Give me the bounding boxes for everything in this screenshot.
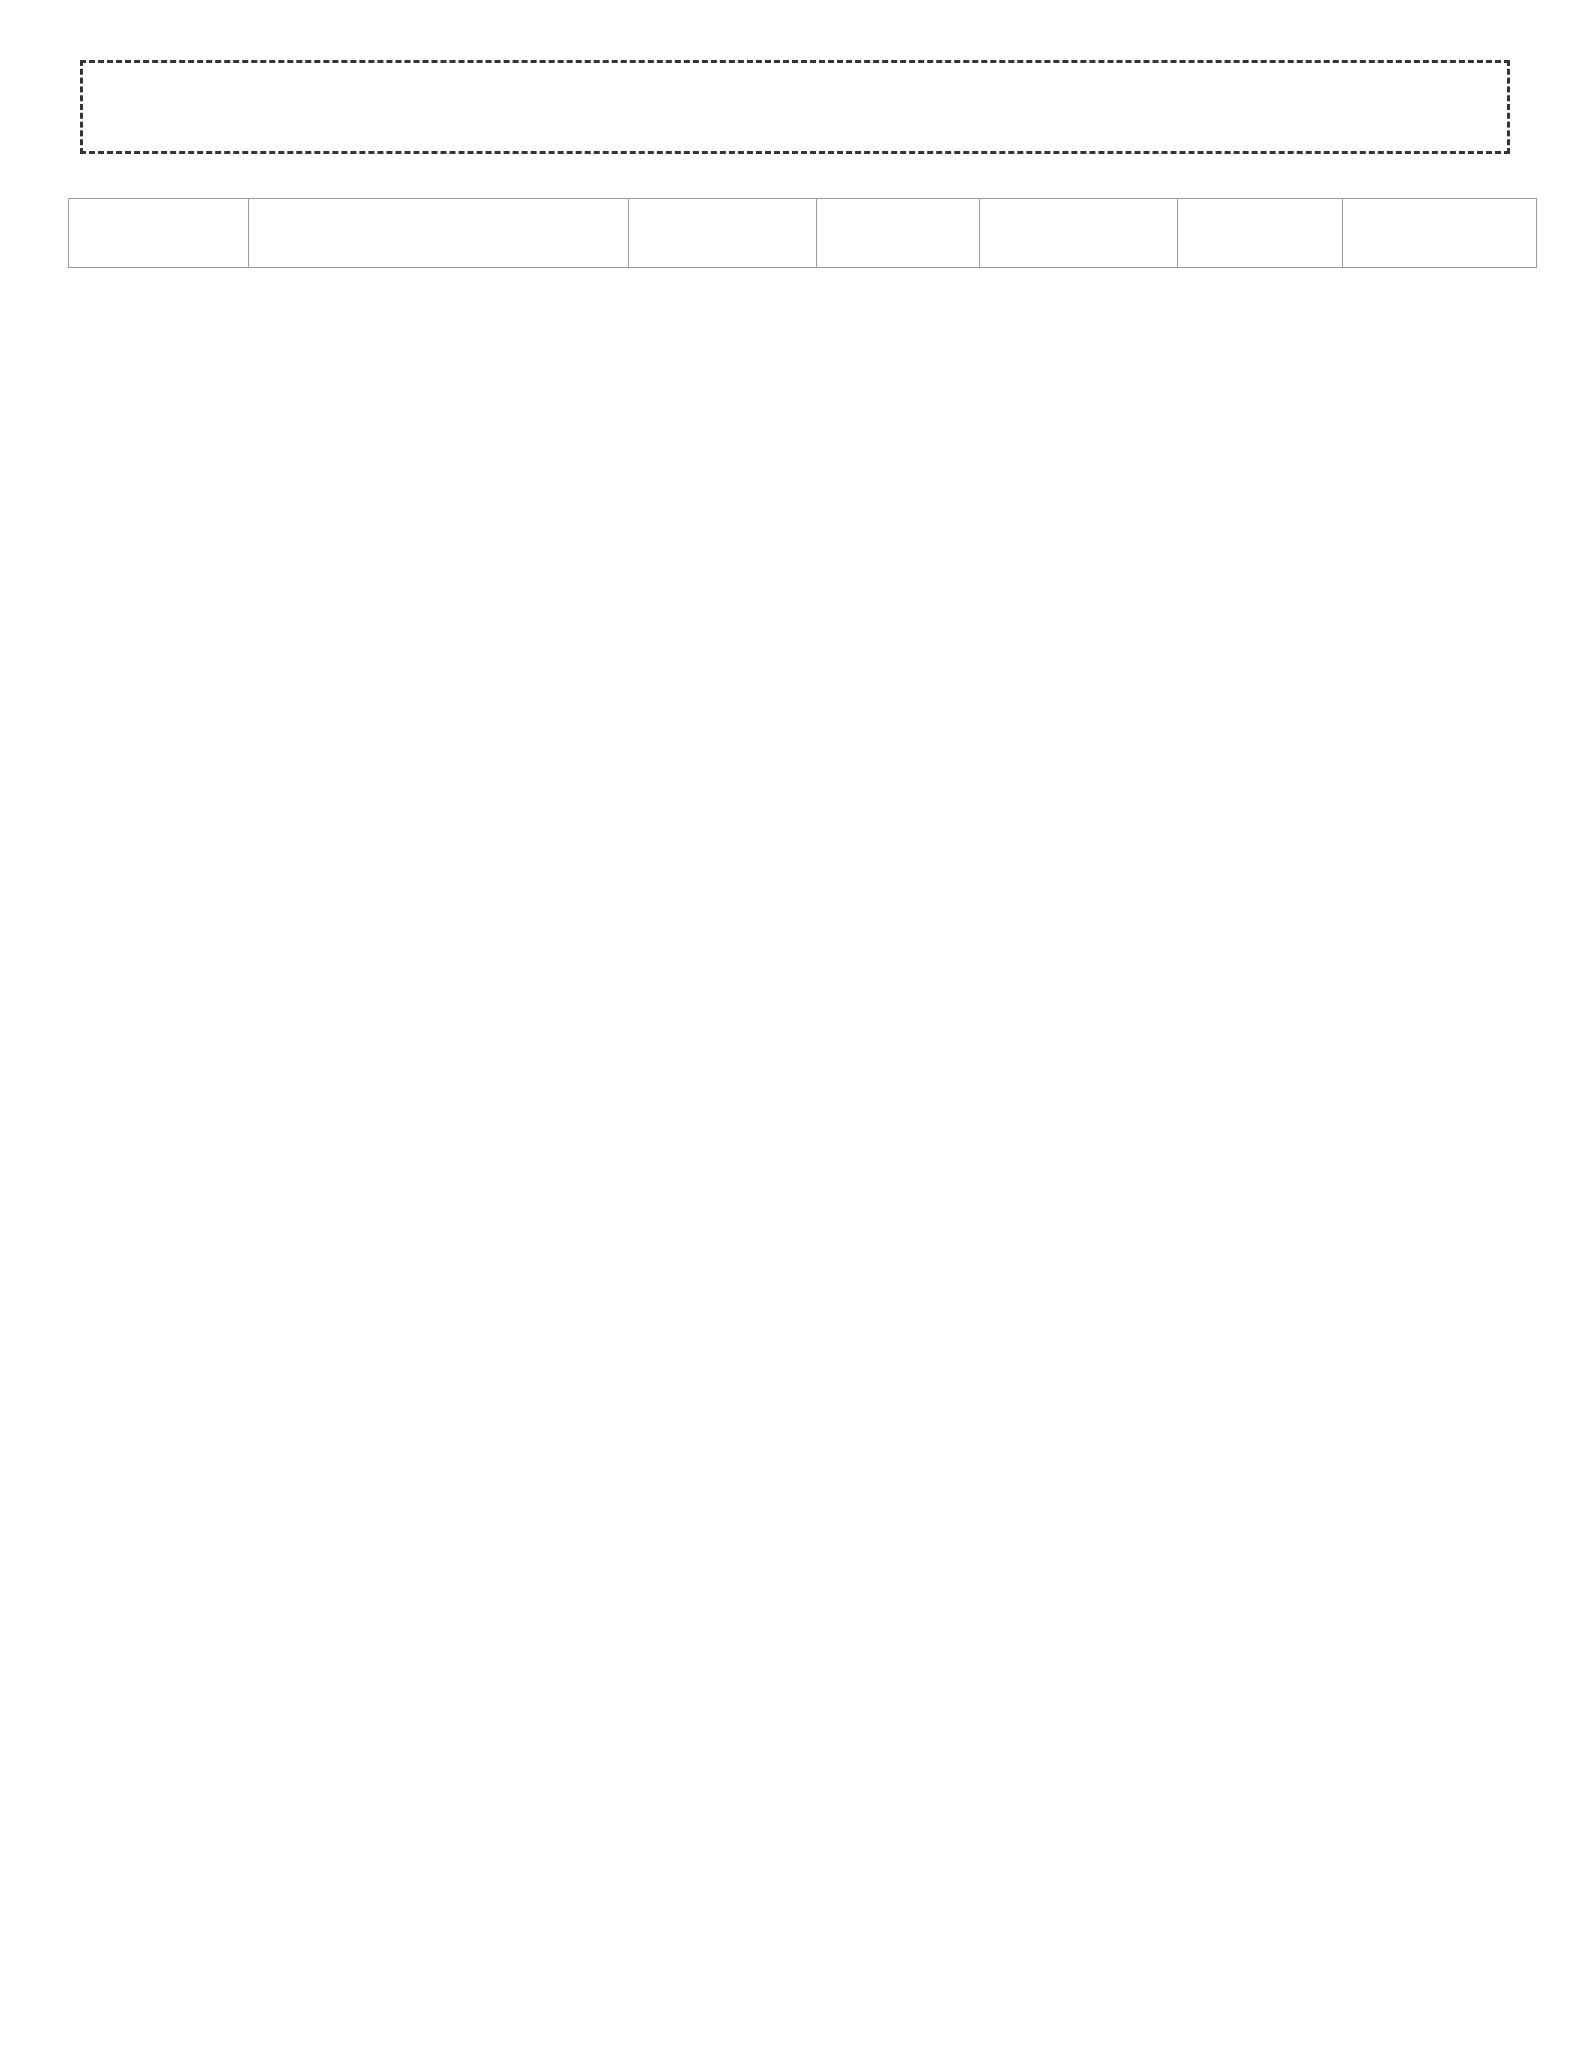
header-letters — [817, 199, 980, 268]
curriculum-table — [68, 198, 1537, 268]
copyright-notice — [1114, 1955, 1554, 2017]
header-colors — [1343, 199, 1537, 268]
header-theme — [249, 199, 629, 268]
header-words — [980, 199, 1178, 268]
title-banner — [80, 60, 1510, 154]
header-shapes — [1178, 199, 1343, 268]
header-row — [69, 199, 1537, 268]
header-month — [69, 199, 249, 268]
header-numbers — [629, 199, 817, 268]
